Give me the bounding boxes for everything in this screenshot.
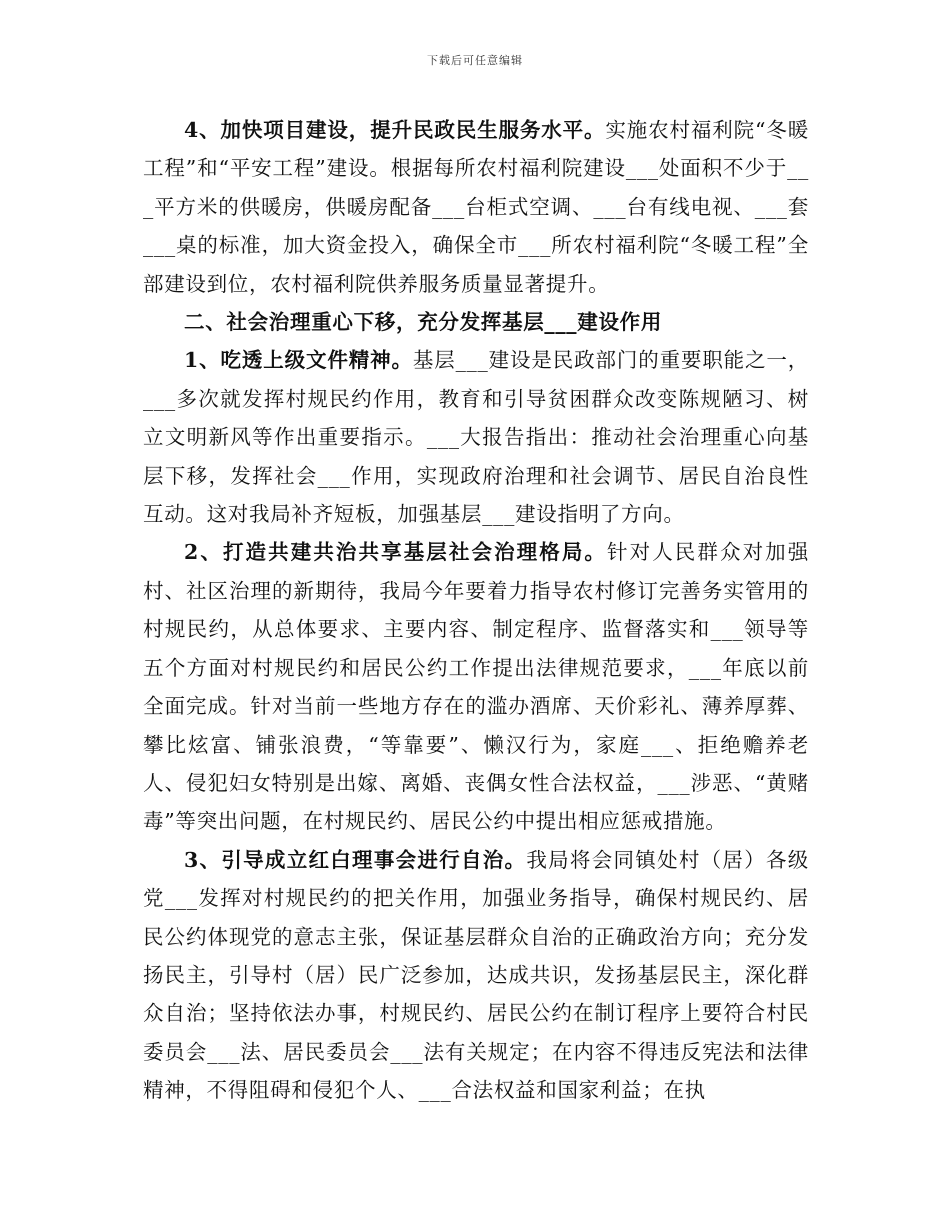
paragraph-text: 实施农村福利院“冬暖工程”和“平安工程”建设。根据每所农村福利院建设___处面积不少于___平方米的供暖房，供暖房配备___台柜式空调、___台有线电视、___套___桌的标准，加大资金投入，确保全市___所农村福利院“冬暖工程”全部建设到位，农村福利院供养服务质量显著提升。 xyxy=(143,118,809,296)
paragraph-heading: 4、加快项目建设，提升民政民生服务水平。 xyxy=(184,118,606,142)
paragraph-governance-pattern xyxy=(143,533,809,840)
paragraph-understand-documents xyxy=(143,341,809,533)
paragraph-heading: 3、引导成立红白理事会进行自治。 xyxy=(184,847,527,872)
page-header: 下载后可任意编辑 xyxy=(427,54,523,67)
paragraph-project-construction xyxy=(143,111,809,303)
paragraph-council-autonomy xyxy=(143,841,809,1110)
section-title: 二、社会治理重心下移，充分发挥基层___建设作用 xyxy=(184,310,663,335)
paragraph-heading: 1、吃透上级文件精神。 xyxy=(184,348,413,373)
section-heading-social-governance xyxy=(143,303,809,341)
document-body xyxy=(143,111,809,1110)
paragraph-heading: 2、打造共建共治共享基层社会治理格局。 xyxy=(184,540,608,565)
paragraph-text: 基层___建设是民政部门的重要职能之一，___多次就发挥村规民约作用，教育和引导贫困群众改变陈规陋习、树立文明新风等作出重要指示。___大报告指出：推动社会治理重心向基层下移，发挥社会___作用，实现政府治理和社会调节、居民自治良性互动。这对我局补齐短板，加强基层___建设指明了方向。 xyxy=(143,348,809,527)
paragraph-text: 针对人民群众对加强村、社区治理的新期待，我局今年要着力指导农村修订完善务实管用的村规民约，从总体要求、主要内容、制定程序、监督落实和___领导等五个方面对村规民约和居民公约工作提出法律规范要求，___年底以前全面完成。针对当前一些地方存在的滥办酒席、天价彩礼、薄养厚葬、攀比炫富、铺张浪费，“等靠要”、懒汉行为，家庭___、拒绝赡养老人、侵犯妇女特别是出嫁、离婚、丧偶女性合法权益，___涉恶、“黄赌毒”等突出问题，在村规民约、居民公约中提出相应惩戒措施。 xyxy=(143,540,809,834)
paragraph-text: 我局将会同镇处村（居）各级党___发挥对村规民约的把关作用，加强业务指导，确保村规民约、居民公约体现党的意志主张，保证基层群众自治的正确政治方向；充分发扬民主，引导村（居）民广泛参加，达成共识，发扬基层民主，深化群众自治；坚持依法办事，村规民约、居民公约在制订程序上要符合村民委员会___法、居民委员会___法有关规定；在内容不得违反宪法和法律精神，不得阻碍和侵犯个人、___合法权益和国家利益；在执 xyxy=(143,847,809,1103)
